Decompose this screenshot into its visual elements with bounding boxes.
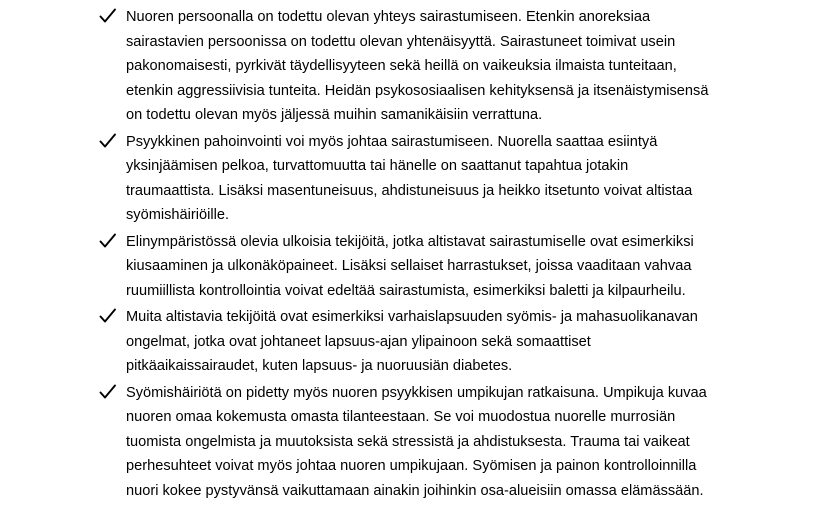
text-line: on todettu olevan myös jäljessä muihin samanikäisiin verrattuna. bbox=[126, 107, 543, 123]
text-line: syömishäiriöille. bbox=[126, 207, 229, 223]
text-line: Nuoren persoonalla on todettu olevan yhteys sairastumiseen. Etenkin anoreksiaa bbox=[126, 9, 651, 25]
list-item-text bbox=[126, 5, 786, 128]
text-line: ongelmat, jotka ovat johtaneet lapsuus-ajan ylipainoon sekä somaattiset bbox=[126, 333, 591, 350]
checkmark-icon bbox=[98, 6, 118, 26]
text-line: tuomista ongelmista ja muutoksista sekä stressistä ja ahdistuksesta. Trauma tai vaikeat bbox=[126, 433, 690, 450]
checkmark-icon bbox=[98, 131, 118, 151]
checklist bbox=[0, 5, 829, 503]
text-line: Muita altistavia tekijöitä ovat esimerkiksi varhaislapsuuden syömis- ja mahasuolikanavan bbox=[126, 309, 698, 325]
text-line: perhesuhteet voivat myös johtaa nuoren umpikujaan. Syömisen ja painon kontrolloinnilla bbox=[126, 458, 697, 474]
list-item bbox=[0, 230, 786, 304]
text-line: Elinympäristössä olevia ulkoisia tekijöitä, jotka altistavat sairastumiselle ovat esimerkiksi bbox=[126, 233, 694, 250]
text-line: yksinjäämisen pelkoa, turvattomuutta tai hänelle on saattanut tapahtua jotakin bbox=[126, 158, 629, 174]
list-item-text bbox=[126, 381, 786, 504]
text-line: pitkäaikaissairaudet, kuten lapsuus- ja nuoruusiän diabetes. bbox=[126, 358, 513, 374]
checkmark-icon bbox=[98, 306, 118, 326]
list-item bbox=[0, 5, 786, 128]
text-line: traumaattista. Lisäksi masentuneisuus, ahdistuneisuus ja heikko itsetunto voivat altistaa bbox=[126, 182, 693, 199]
text-line: Psyykkinen pahoinvointi voi myös johtaa sairastumiseen. Nuorella saattaa esiintyä bbox=[126, 133, 658, 150]
text-line: kiusaaminen ja ulkonäköpaineet. Lisäksi sellaiset harrastukset, joissa vaaditaan vahvaa bbox=[126, 258, 692, 274]
text-line: nuoren omaa kokemusta omasta tilanteestaan. Se voi muodostua nuorelle murrosiän bbox=[126, 409, 676, 425]
text-line: ruumiillista kontrollointia voivat edeltää sairastumista, esimerkiksi baletti ja kilpaurheilu. bbox=[126, 282, 686, 299]
list-item bbox=[0, 381, 786, 504]
list-item bbox=[0, 305, 786, 379]
document-body bbox=[0, 5, 829, 505]
checkmark-icon bbox=[98, 382, 118, 402]
text-line: etenkin aggressiivisia tunteita. Heidän psykososiaalisen kehityksensä ja itsenäistymisensä bbox=[126, 82, 709, 99]
list-item-text bbox=[126, 130, 786, 228]
list-item-text bbox=[126, 230, 786, 304]
checkmark-icon bbox=[98, 231, 118, 251]
text-line: pakonomaisesti, pyrkivät täydellisyyteen sekä heillä on vaikeuksia ilmaista tunteitaan, bbox=[126, 58, 677, 74]
list-item-text bbox=[126, 305, 786, 379]
text-line: sairastavien persoonissa on todettu olevan yhtenäisyyttä. Sairastuneet toimivat usein bbox=[126, 33, 676, 50]
list-item bbox=[0, 130, 786, 228]
text-line: nuori kokee pystyvänsä vaikuttamaan ainakin joihinkin osa-alueisiin omassa elämässään. bbox=[126, 482, 704, 499]
text-line: Syömishäiriötä on pidetty myös nuoren psyykkisen umpikujan ratkaisuna. Umpikuja kuvaa bbox=[126, 384, 707, 401]
